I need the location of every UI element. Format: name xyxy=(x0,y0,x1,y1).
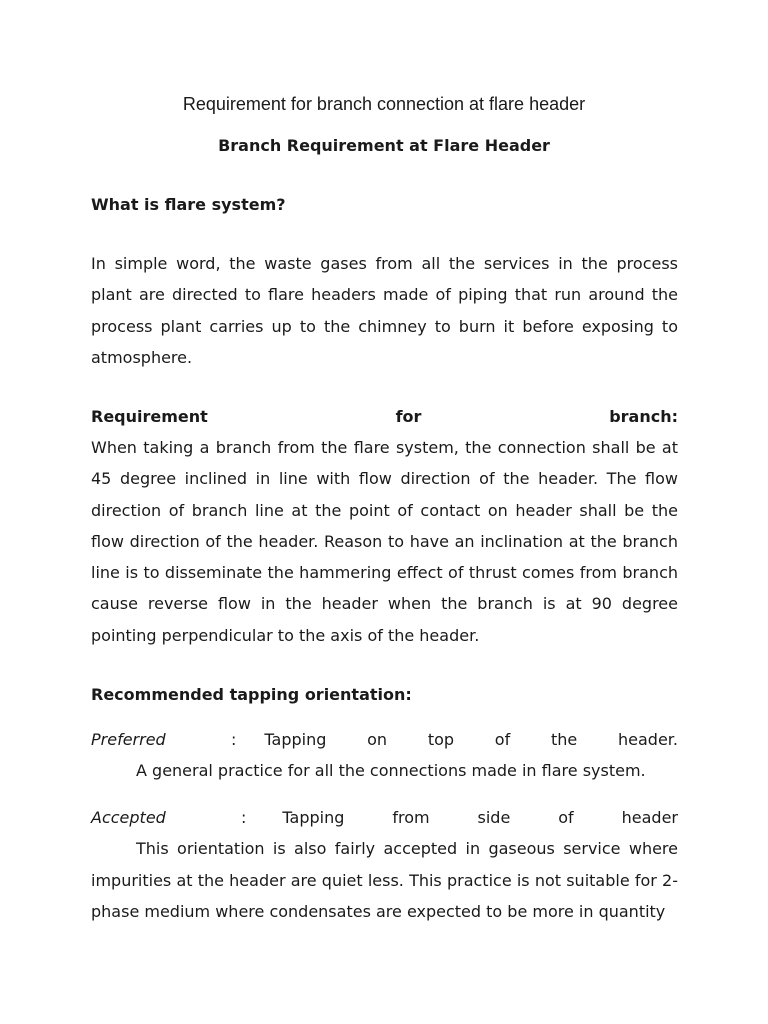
accepted-separator: : xyxy=(241,808,247,827)
preferred-orientation xyxy=(91,724,678,787)
preferred-value: Tapping on top of the header. xyxy=(264,730,678,749)
flare-system-heading: What is flare system? xyxy=(91,195,286,214)
accepted-orientation xyxy=(91,802,678,927)
accepted-value: Tapping from side of header xyxy=(282,808,678,827)
preferred-value-line xyxy=(231,724,678,755)
preferred-orientation-line xyxy=(91,724,678,755)
document-title: Requirement for branch connection at flare header xyxy=(182,94,586,114)
accepted-orientation-line xyxy=(91,802,678,833)
preferred-label: Preferred xyxy=(91,730,166,749)
document-subtitle: Branch Requirement at Flare Header xyxy=(218,136,550,155)
accepted-value-line xyxy=(241,802,678,833)
preferred-note: A general practice for all the connections made in flare system. xyxy=(136,761,646,781)
branch-requirement-heading: Requirement for branch: xyxy=(91,407,678,426)
flare-system-paragraph: In simple word, the waste gases from all the services in the process plant are directed to flare headers made of piping that run around the process plant carries up to the chimney to burn it before exposing to atmosphere. xyxy=(91,254,678,367)
accepted-label: Accepted xyxy=(91,808,166,827)
accepted-note: This orientation is also fairly accepted in gaseous service where impurities at the header are quiet less. This practice is not suitable for 2-phase medium where condensates are expected to be more in quantity xyxy=(91,839,678,921)
preferred-separator: : xyxy=(231,730,237,749)
branch-requirement-paragraph: When taking a branch from the flare system, the connection shall be at 45 degree inclined in line with flow direction of the header. The flow direction of branch line at the point of contact on header shall be the flow direction of the header. Reason to have an inclination at the branch line is to disseminate the hammering effect of thrust comes from branch cause reverse flow in the header when the branch is at 90 degree pointing perpendicular to the axis of the header. xyxy=(91,438,678,645)
tapping-orientation-heading: Recommended tapping orientation: xyxy=(91,685,412,704)
